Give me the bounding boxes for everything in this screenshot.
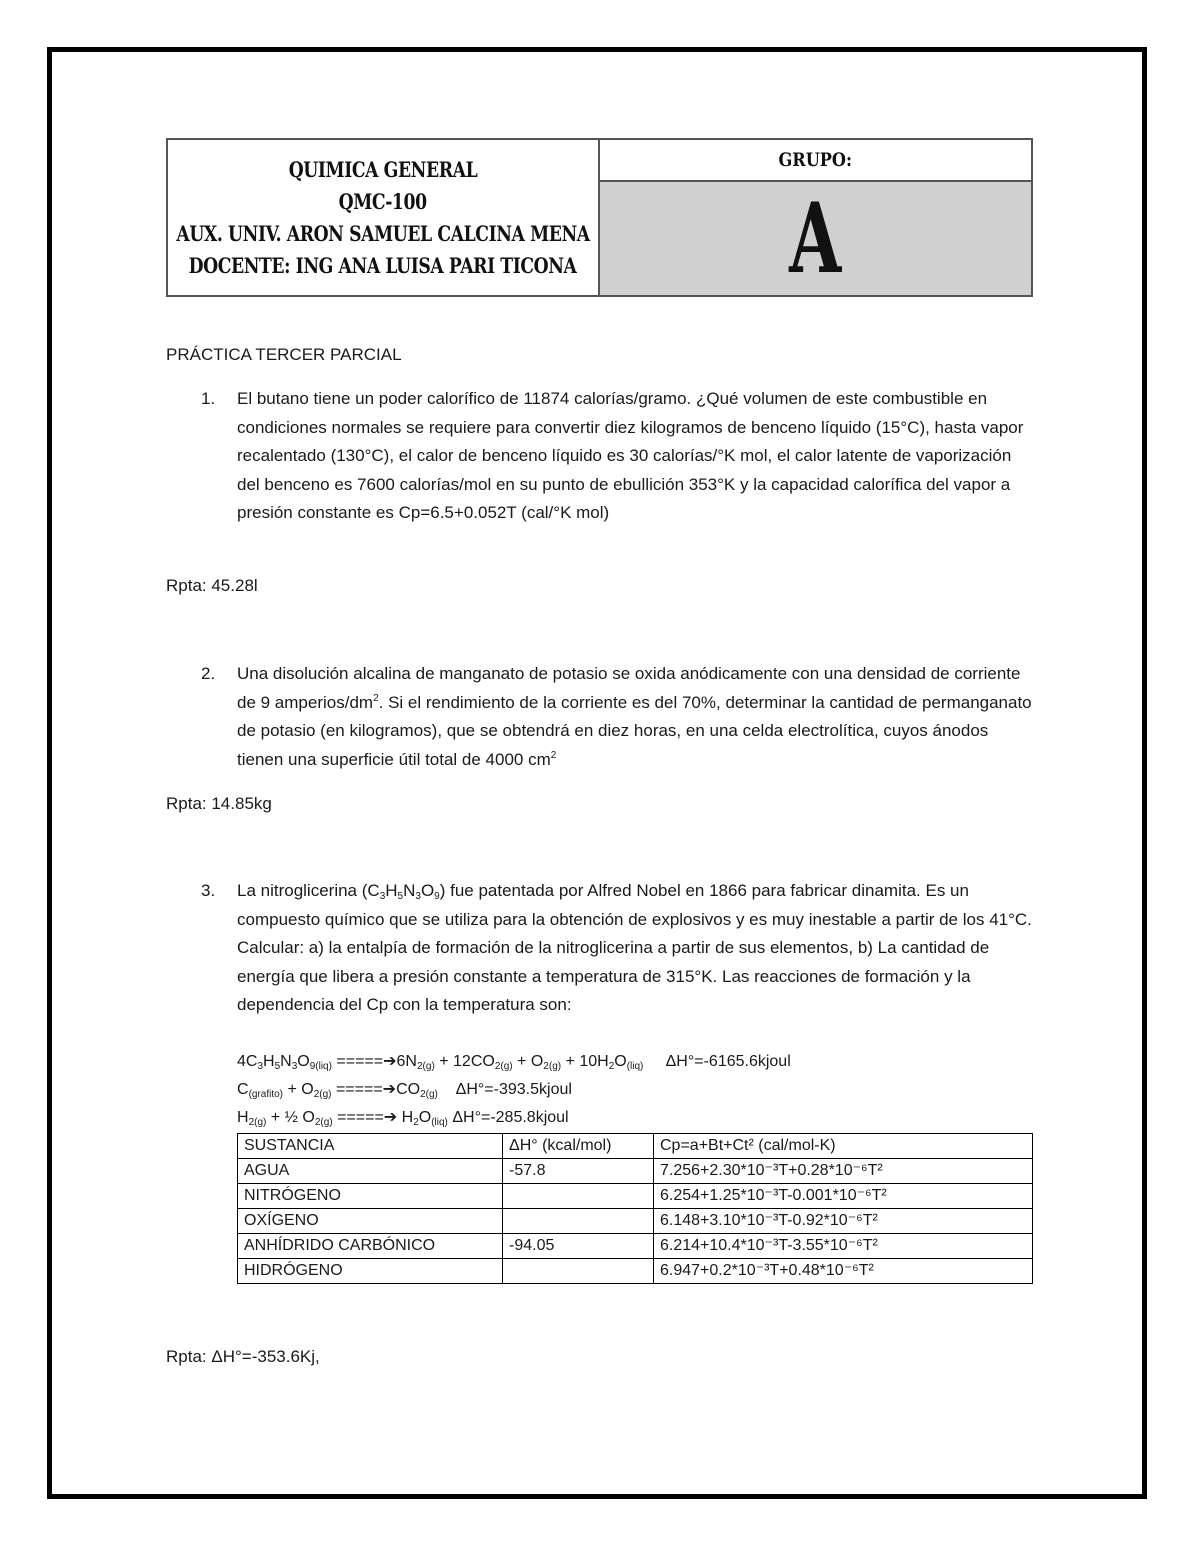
course-info: [168, 140, 600, 295]
group-value-cell: [600, 182, 1031, 295]
table-cell: -57.8: [503, 1159, 654, 1184]
page-title: PRÁCTICA TERCER PARCIAL: [166, 345, 402, 364]
table-header-cell: Cp=a+Bt+Ct² (cal/mol-K): [654, 1134, 1033, 1159]
group-label: GRUPO:: [778, 149, 853, 171]
teacher-name: DOCENTE: ING ANA LUISA PARI TICONA: [189, 252, 577, 278]
problem-1-number: 1.: [201, 389, 216, 408]
problem-3-text: La nitroglicerina $(C_3H_5N_3O_9)$ fue patentada por Alfred Nobel en 1866 para fabricar dinamita. Es un compuesto químico que se utiliza para la obtención de explosivos y es muy inestable a partir de los 41°C. Calcular: a) la entalpía de formación de la nitroglicerina a partir de sus elementos, b) La cantidad de energía que libera a presión constante a temperatura de 315°K. Las reacciones de formación y la dependencia del Cp con la temperatura son:: [237, 881, 1032, 1015]
problem-2-answer: Rpta: 14.85kg: [166, 794, 272, 813]
table-cell: 6.148+3.10*10⁻³T-0.92*10⁻⁶T²: [654, 1209, 1033, 1234]
table-cell: 7.256+2.30*10⁻³T+0.28*10⁻⁶T²: [654, 1159, 1033, 1184]
table-header-row: [238, 1134, 1033, 1159]
table-row: [238, 1259, 1033, 1284]
table-cell: AGUA: [238, 1159, 503, 1184]
course-name: QUIMICA GENERAL: [288, 156, 478, 182]
thermo-table: [237, 1133, 1033, 1284]
table-row: [238, 1184, 1033, 1209]
problem-3-answer: Rpta: ΔH°=-353.6Kj,: [166, 1347, 320, 1366]
table-cell: -94.05: [503, 1234, 654, 1259]
table-row: [238, 1209, 1033, 1234]
table-header-cell: SUSTANCIA: [238, 1134, 503, 1159]
problem-2-text: Una disolución alcalina de manganato de potasio se oxida anódicamente con una densidad de corriente de 9 amperios/$dm^2$. Si el rendimiento de la corriente es del 70%, determinar la cantidad de permanganato de potasio (en kilogramos), que se obtendrá en diez horas, en una celda electrolítica, cuyos ánodos tienen una superficie útil total de 4000 $cm^2$: [237, 664, 1032, 769]
reaction-3: $H_{2(g)}$ + ½ $O_{2(g)}$ =====➔ $H_2O_{(liq)}$ ΔH°=-285.8kjoul: [237, 1109, 569, 1128]
auxiliary-name: AUX. UNIV. ARON SAMUEL CALCINA MENA: [176, 220, 590, 246]
problem-3-number: 3.: [201, 881, 216, 900]
table-cell: 6.214+10.4*10⁻³T-3.55*10⁻⁶T²: [654, 1234, 1033, 1259]
table-header-cell: ΔH° (kcal/mol): [503, 1134, 654, 1159]
group-value: A: [789, 181, 842, 295]
group-label-cell: [600, 140, 1031, 182]
table-cell: [503, 1184, 654, 1209]
table-row: [238, 1159, 1033, 1184]
problem-2-number: 2.: [201, 664, 216, 683]
table-row: [238, 1234, 1033, 1259]
table-cell: [503, 1259, 654, 1284]
reaction-2: $C_{(grafito)} + O_{2(g)}$ $=====➔CO_{2(g)}$ ΔH°=-393.5kjoul: [237, 1081, 572, 1100]
problem-1-text: El butano tiene un poder calorífico de 11874 calorías/gramo. ¿Qué volumen de este combustible en condiciones normales se requiere para convertir diez kilogramos de benceno líquido (15°C), hasta vapor recalentado (130°C), el calor de benceno líquido es 30 calorías/°K mol, el calor latente de vaporización del benceno es 7600 calorías/mol en su punto de ebullición 353°K y la capacidad calorífica del vapor a presión constante es Cp=6.5+0.052T (cal/°K mol): [237, 389, 1024, 523]
table-cell: OXÍGENO: [238, 1209, 503, 1234]
table-cell: [503, 1209, 654, 1234]
table-cell: NITRÓGENO: [238, 1184, 503, 1209]
course-code: QMC-100: [339, 188, 427, 214]
table-cell: 6.254+1.25*10⁻³T-0.001*10⁻⁶T²: [654, 1184, 1033, 1209]
table-cell: ANHÍDRIDO CARBÓNICO: [238, 1234, 503, 1259]
header-box: [166, 138, 1033, 297]
problem-1-answer: Rpta: 45.28l: [166, 576, 258, 595]
table-cell: HIDRÓGENO: [238, 1259, 503, 1284]
reaction-1: $4C_3H_5N_3O_{9(liq)}$ $=====➔6N_{2(g)} + 12CO_{2(g)} + O_{2(g)} + 10H_2O_{(liq)}$ ΔH°=-6165.6kjoul: [237, 1053, 791, 1072]
table-cell: 6.947+0.2*10⁻³T+0.48*10⁻⁶T²: [654, 1259, 1033, 1284]
